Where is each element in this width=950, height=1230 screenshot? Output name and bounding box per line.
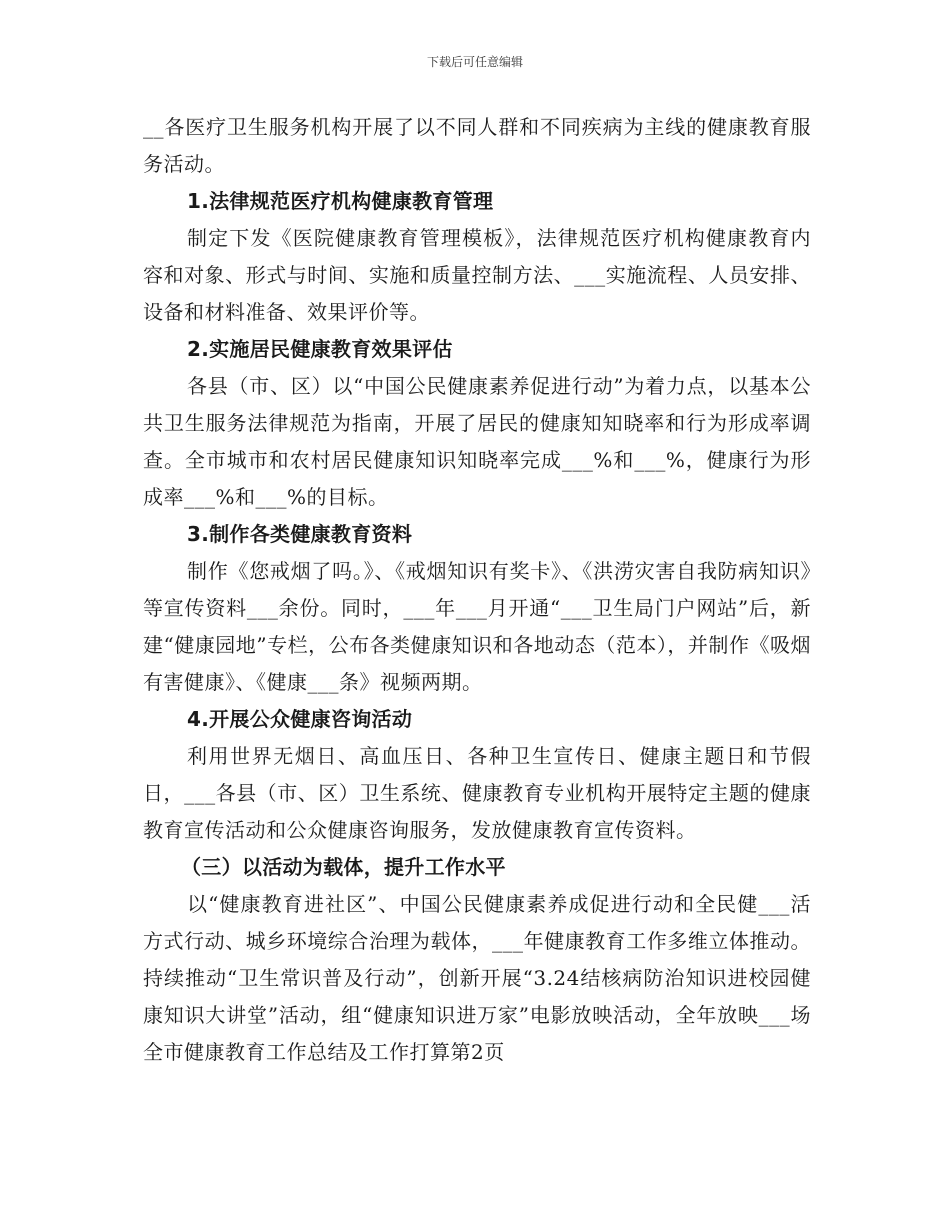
document-body xyxy=(143,109,811,1071)
paragraph-intro: __各医疗卫生服务机构开展了以不同人群和不同疾病为主线的健康教育服务活动。 xyxy=(143,115,811,176)
heading-2: 2.实施居民健康教育效果评估 xyxy=(187,337,453,361)
paragraph-5: 以“健康教育进社区”、中国公民健康素养成促进行动和全民健___活方式行动、城乡环境综合治理为载体，___年健康教育工作多维立体推动。持续推动“卫生常识普及行动”，创新开展“3.24结核病防治知识进校园健康知识大讲堂”活动，组“健康知识进万家”电影放映活动，全年放映___场全市健康教育工作总结及工作打算第2页 xyxy=(143,892,811,1064)
paragraph-4: 利用世界无烟日、高血压日、各种卫生宣传日、健康主题日和节假日，___各县（市、区）卫生系统、健康教育专业机构开展特定主题的健康教育宣传活动和公众健康咨询服务，发放健康教育宣传资料。 xyxy=(143,744,811,842)
heading-4: 4.开展公众健康咨询活动 xyxy=(187,707,413,731)
heading-3: 3.制作各类健康教育资料 xyxy=(187,522,413,546)
section-heading-3: （三）以活动为载体，提升工作水平 xyxy=(181,855,506,879)
heading-1: 1.法律规范医疗机构健康教育管理 xyxy=(187,189,494,213)
paragraph-3: 制作《您戒烟了吗。》、《戒烟知识有奖卡》、《洪涝灾害自我防病知识》等宣传资料___余份。同时，___年___月开通“___卫生局门户网站”后，新建“健康园地”专栏，公布各类健康知识和各地动态（范本），并制作《吸烟有害健康》、《健康___条》视频两期。 xyxy=(143,559,811,694)
paragraph-1: 制定下发《医院健康教育管理模板》，法律规范医疗机构健康教育内容和对象、形式与时间、实施和质量控制方法、___实施流程、人员安排、设备和材料准备、效果评价等。 xyxy=(143,226,811,324)
paragraph-2: 各县（市、区）以“中国公民健康素养促进行动”为着力点，以基本公共卫生服务法律规范为指南，开展了居民的健康知知晓率和行为形成率调查。全市城市和农村居民健康知识知晓率完成___%和___%，健康行为形成率___%和___%的目标。 xyxy=(143,374,811,509)
page-header-note: 下载后可任意编辑 xyxy=(426,55,523,69)
